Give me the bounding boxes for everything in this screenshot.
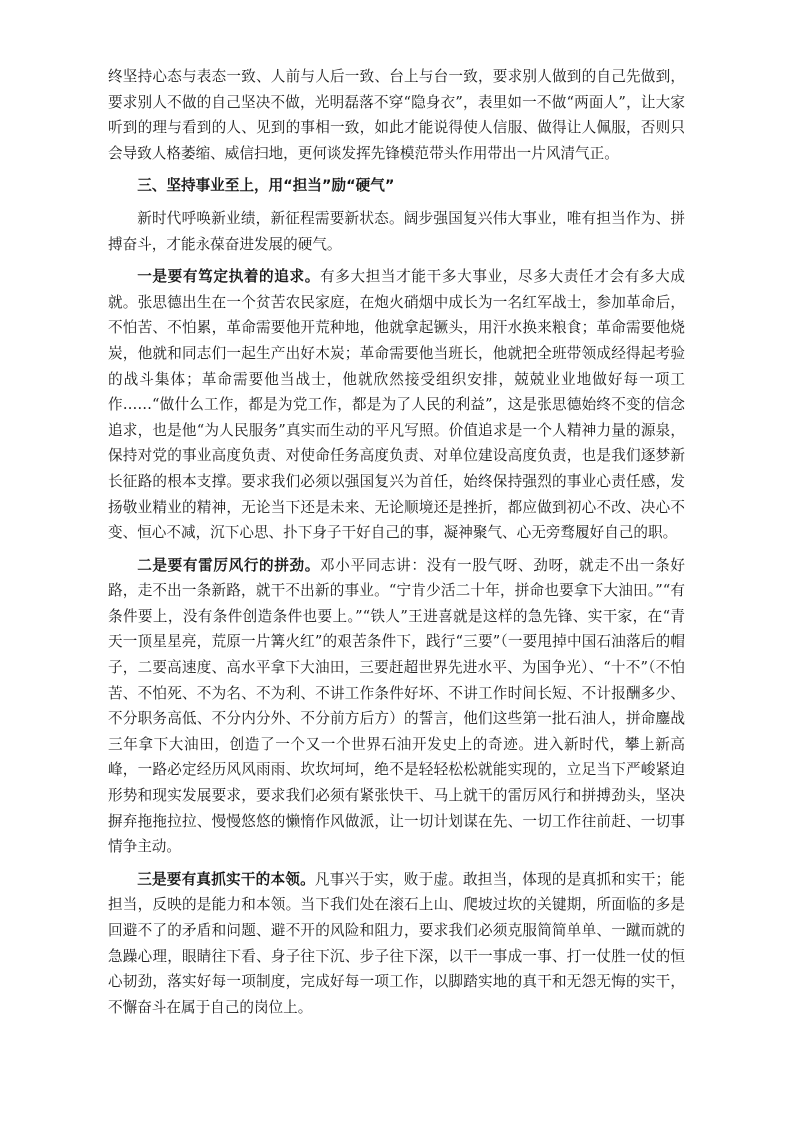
point-2-lead: 二是要有雷厉风行的拼劲。 [137, 556, 320, 574]
section-heading: 三、坚持事业至上，用“担当”励“硬气” [137, 177, 395, 195]
point-1-body: 有多大担当才能干多大事业，尽多大责任才会有多大成就。张思德出生在一个贫苦农民家庭，在炮火硝烟中成长为一名红军战士，参加革命后，不怕苦、不怕累，革命需要他开荒种地，他就拿起镢头，用汗水换来粮食；革命需要他烧炭，他就和同志们一起生产出好木炭；革命需要他当班长，他就把全班带领成经得起考验的战斗集体；革命需要他当战士，他就欣然接受组织安排，兢兢业业地做好每一项工作……“做什么工作，都是为党工作，都是为了人民的利益”，这是张思德始终不变的信念追求，也是他“为人民服务”真实而生动的平凡写照。价值追求是一个人精神力量的源泉，保持对党的事业高度负责、对使命任务高度负责、对单位建设高度负责，也是我们逐梦新长征路的根本支撑。要求我们必须以强国复兴为首任，始终保持强烈的事业心责任感，发扬敬业精业的精神，无论当下还是未来、无论顺境还是挫折，都应做到初心不改、决心不变、恒心不减，沉下心思、扑下身子干好自己的事，凝神聚气、心无旁骛履好自己的职。 [108, 268, 685, 542]
point-2-body: 邓小平同志讲：没有一股气呀、劲呀，就走不出一条好路，走不出一条新路，就干不出新的事业。“宁肯少活二十年，拼命也要拿下大油田。”“有条件要上，没有条件创造条件也要上。”“铁人”王进喜就是这样的急先锋、实干家，在“青天一顶星星亮，荒原一片篝火红”的艰苦条件下，践行“三要”（一要甩掉中国石油落后的帽子，二要高速度、高水平拿下大油田，三要赶超世界先进水平、为国争光）、“十不”（不怕苦、不怕死、不为名、不为利、不讲工作条件好坏、不讲工作时间长短、不计报酬多少、不分职务高低、不分内分外、不分前方后方）的誓言，他们这些第一批石油人，拼命鏖战三年拿下大油田，创造了一个又一个世界石油开发史上的奇迹。进入新时代，攀上新高峰，一路必定经历风风雨雨、坎坎坷坷，绝不是轻轻松松就能实现的，立足当下严峻紧迫形势和现实发展要求，要求我们必须有紧张快干、马上就干的雷厉风行和拼搏劲头，坚决摒弃拖拖拉拉、慢慢悠悠的懒惰作风做派，让一切计划谋在先、一切工作往前赶、一切事情争主动。 [108, 556, 685, 856]
paragraph-point-2 [108, 553, 685, 860]
paragraph-point-1 [108, 264, 685, 546]
point-1-lead: 一是要有笃定执着的追求。 [137, 268, 320, 286]
document-page [108, 64, 685, 1027]
paragraph-point-3 [108, 867, 685, 1021]
paragraph-intro: 新时代呼唤新业绩，新征程需要新状态。阔步强国复兴伟大事业，唯有担当作为、拼搏奋斗，才能永葆奋进发展的硬气。 [108, 209, 685, 253]
paragraph-continuation: 终坚持心态与表态一致、人前与人后一致、台上与台一致，要求别人做到的自己先做到，要求别人不做的自己坚决不做，光明磊落不穿“隐身衣”，表里如一不做“两面人”，让大家听到的理与看到的人、见到的事相一致，如此才能说得使人信服、做得让人佩服，否则只会导致人格萎缩、威信扫地，更何谈发挥先锋模范带头作用带出一片风清气正。 [108, 68, 685, 162]
point-3-lead: 三是要有真抓实干的本领。 [137, 870, 315, 888]
point-3-body: 凡事兴于实，败于虚。敢担当，体现的是真抓和实干；能担当，反映的是能力和本领。当下我们处在滚石上山、爬坡过坎的关键期，所面临的多是回避不了的矛盾和问题、避不开的风险和阻力，要求我们必须克服简简单单、一蹴而就的急躁心理，眼睛往下看、身子往下沉、步子往下深，以干一事成一事、打一仗胜一仗的恒心韧劲，落实好每一项制度，完成好每一项工作，以脚踏实地的真干和无怨无悔的实干，不懈奋斗在属于自己的岗位上。 [108, 870, 685, 1016]
